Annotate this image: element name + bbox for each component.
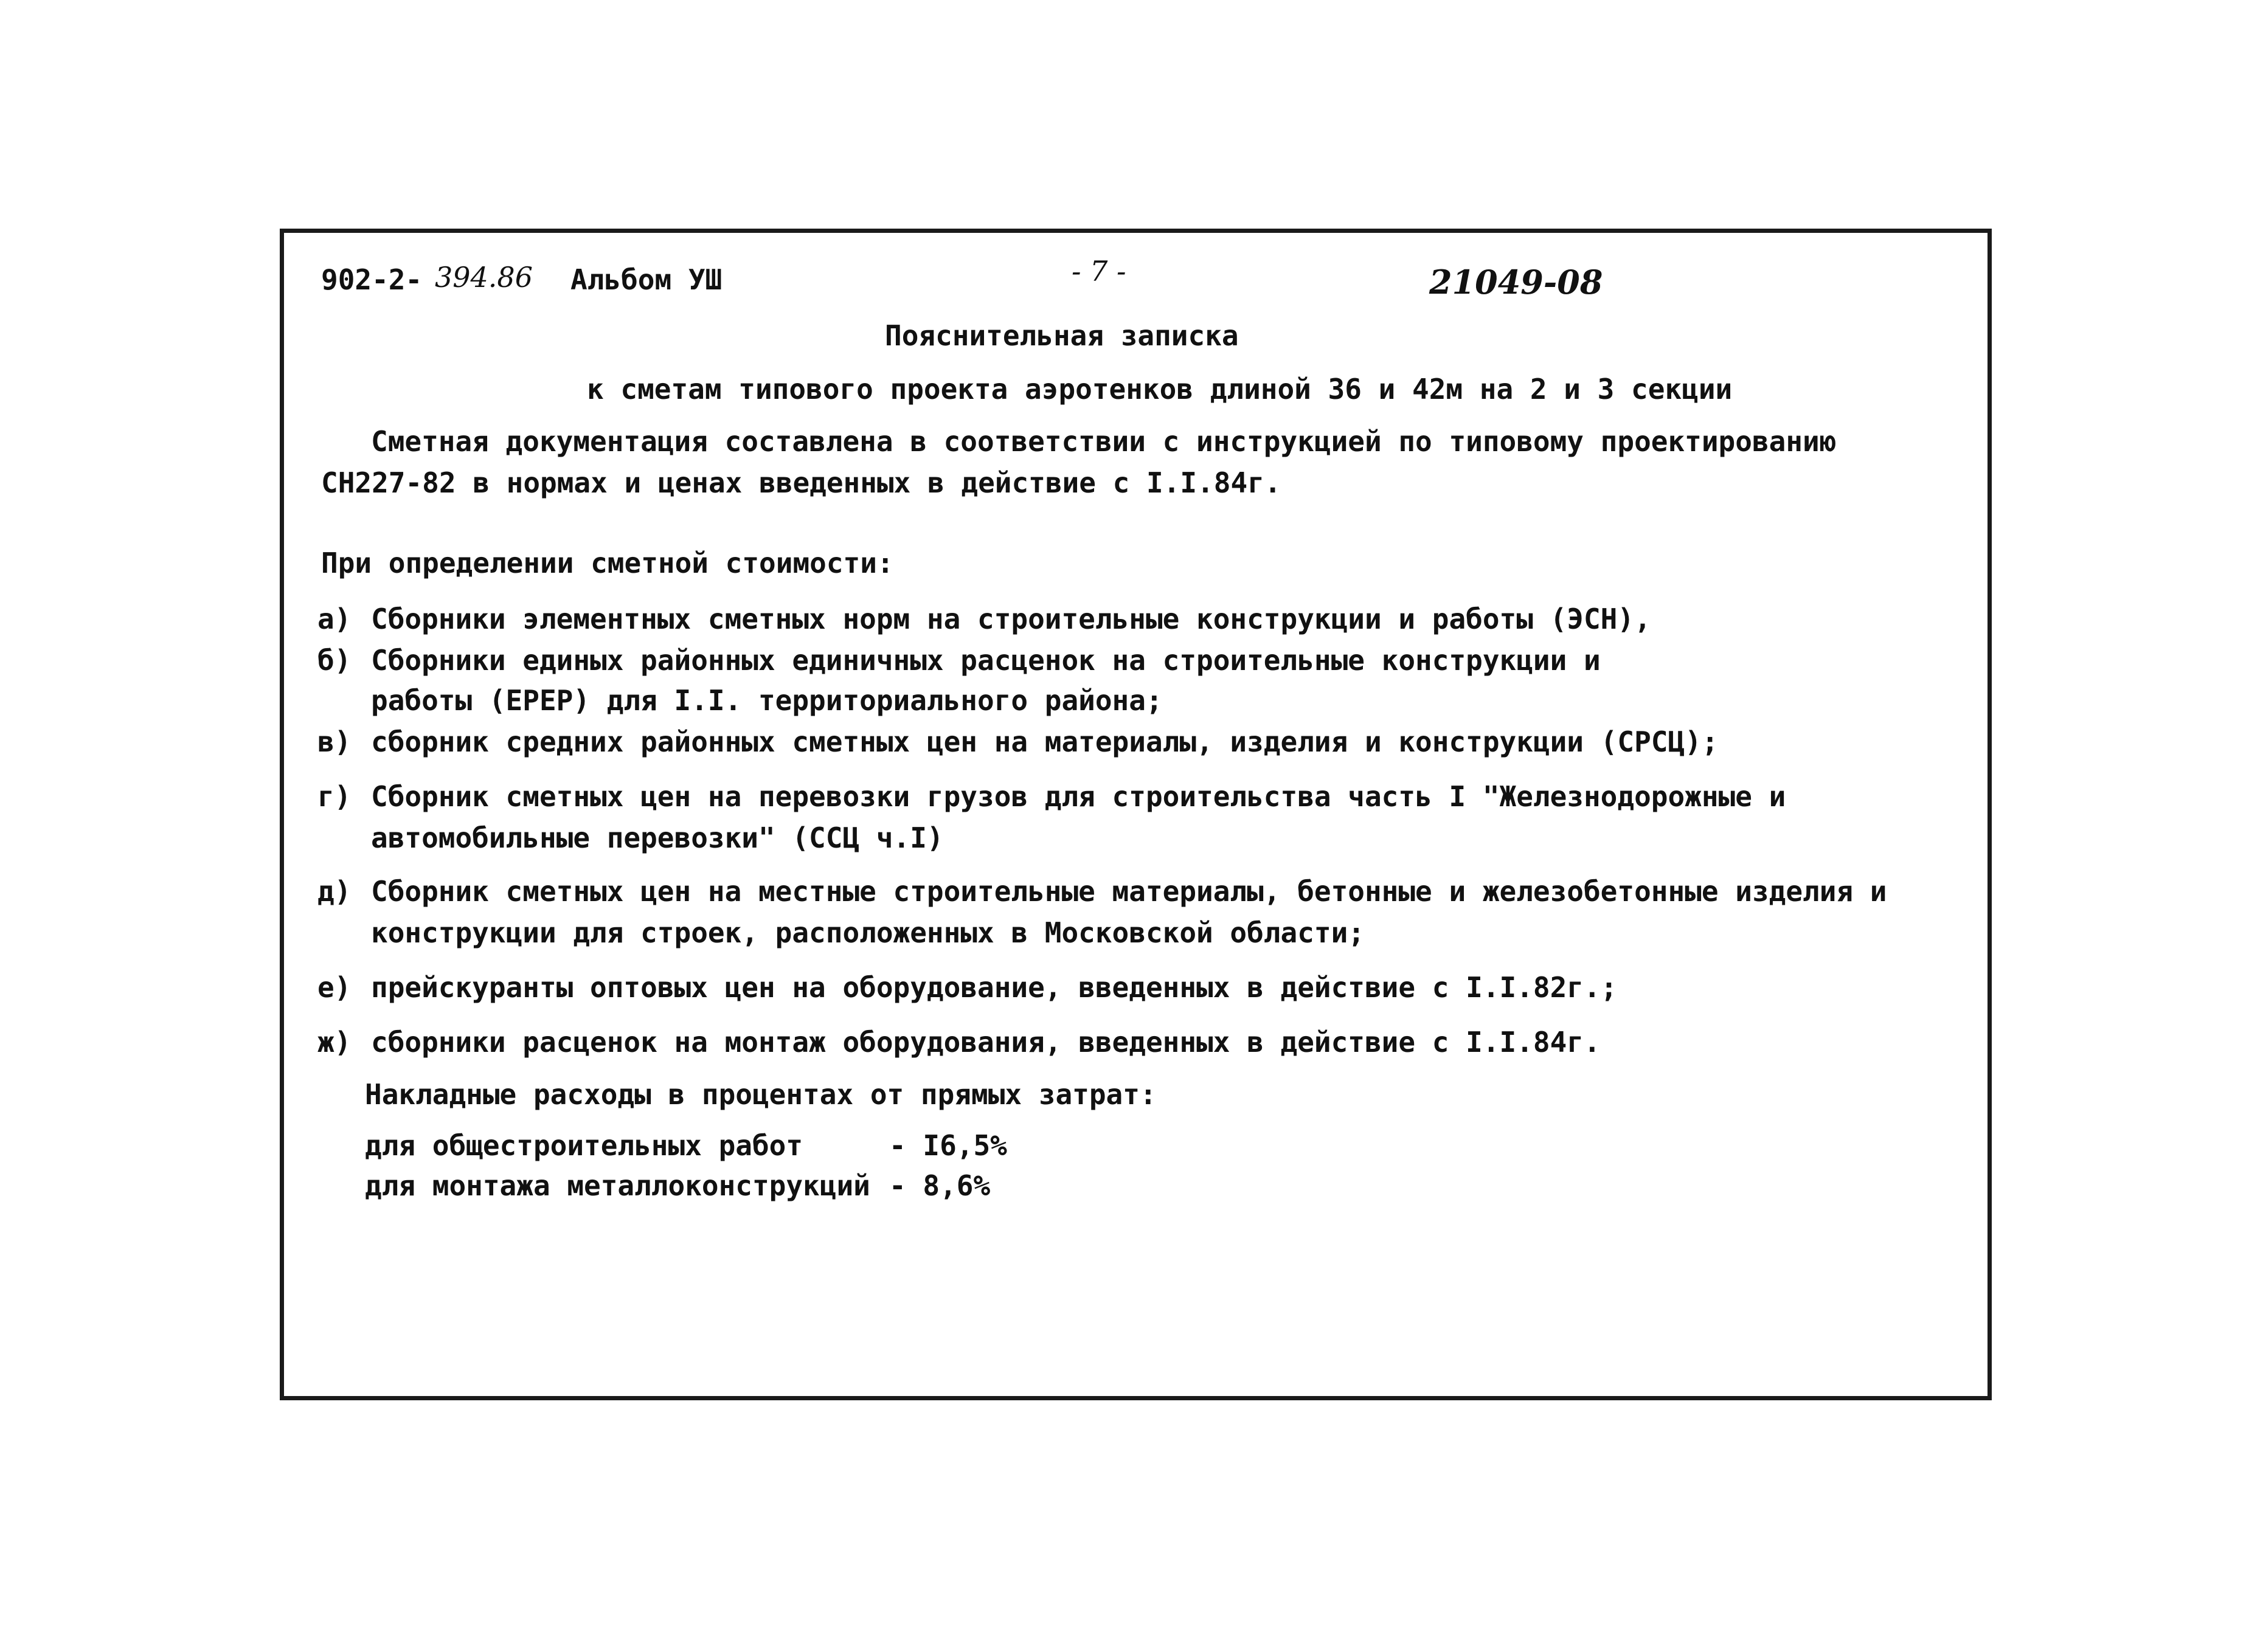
list-item-line: Сборник сметных цен на местные строительные материалы, бетонные и железобетонные изделия и bbox=[371, 875, 1887, 908]
list-item-line: конструкции для строек, расположенных в Московской области; bbox=[371, 916, 1365, 949]
overhead-value: - I6,5% bbox=[889, 1129, 1007, 1162]
album-label: Альбом УШ bbox=[570, 263, 723, 296]
inventory-number: 21049-08 bbox=[1429, 263, 1603, 302]
list-item-line: работы (ЕРЕР) для I.I. территориального района; bbox=[371, 684, 1163, 717]
list-marker: б) bbox=[317, 644, 352, 677]
list-marker: в) bbox=[317, 725, 352, 758]
cost-heading: При определении сметной стоимости: bbox=[321, 547, 894, 579]
list-marker: г) bbox=[317, 780, 352, 813]
document-title: Пояснительная записка bbox=[885, 319, 1239, 352]
list-marker: е) bbox=[317, 971, 352, 1004]
list-marker: д) bbox=[317, 875, 352, 908]
intro-line-2: СН227-82 в нормах и ценах введенных в действие с I.I.84г. bbox=[321, 466, 1281, 499]
list-marker: ж) bbox=[317, 1026, 352, 1059]
list-item-line: сборник средних районных сметных цен на материалы, изделия и конструкции (СРСЦ); bbox=[371, 725, 1719, 758]
overhead-label: для монтажа металлоконструкций bbox=[365, 1169, 870, 1202]
list-marker: а) bbox=[317, 603, 352, 635]
list-item-line: автомобильные перевозки" (ССЦ ч.I) bbox=[371, 821, 944, 854]
page-number: - 7 - bbox=[1072, 255, 1126, 288]
list-item-line: Сборники единых районных единичных расценок на строительные конструкции и bbox=[371, 644, 1601, 677]
list-item-line: сборники расценок на монтаж оборудования, введенных в действие с I.I.84г. bbox=[371, 1026, 1601, 1059]
document-subtitle: к сметам типового проекта аэротенков длиной 36 и 42м на 2 и 3 секции bbox=[587, 373, 1733, 406]
overhead-value: - 8,6% bbox=[889, 1169, 991, 1202]
list-item-line: прейскуранты оптовых цен на оборудование, введенных в действие с I.I.82г.; bbox=[371, 971, 1618, 1004]
doc-code-printed: 902-2- bbox=[321, 263, 423, 296]
list-item-line: Сборник сметных цен на перевозки грузов для строительства часть I "Железнодорожные и bbox=[371, 780, 1786, 813]
overhead-heading: Накладные расходы в процентах от прямых затрат: bbox=[365, 1078, 1157, 1111]
list-item-line: Сборники элементных сметных норм на строительные конструкции и работы (ЭСН), bbox=[371, 603, 1651, 635]
doc-code-handwritten: 394.86 bbox=[435, 261, 533, 294]
overhead-label: для общестроительных работ bbox=[365, 1129, 803, 1162]
intro-line-1: Сметная документация составлена в соответствии с инструкцией по типовому проектированию bbox=[371, 425, 1837, 458]
